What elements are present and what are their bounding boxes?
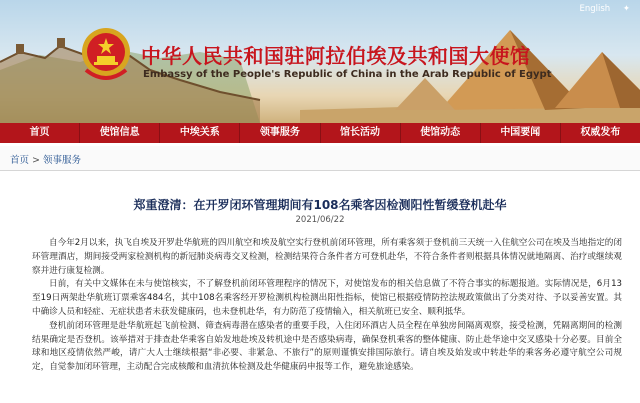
nav-item-relations[interactable]: 中埃关系 <box>160 123 240 143</box>
national-emblem-icon <box>80 24 132 84</box>
english-link[interactable]: English <box>579 4 611 14</box>
header-banner <box>0 0 640 123</box>
nav-item-ambassador[interactable]: 馆长活动 <box>321 123 401 143</box>
article-body <box>32 237 622 375</box>
world-icon[interactable]: ✦ <box>622 4 630 14</box>
article-paragraph: 日前，有关中文媒体在未与使馆核实，不了解登机前闭环管理程序的情况下，对使馆发布的相关信息做了不符合事实的标题报道。实际情况是，6月13至19日两架赴华航班订票乘客484名，其中108名乘客经开罗检测机构检测出阳性指标，使馆已根据疫情防控法规政策做出了分类对待、予以妥善安置。其中确诊人员和轻症、无症状患者未获发健康码，也未登机赴华，有力防范了疫情输入，相关航班已安全、顺利抵华。 <box>32 279 622 317</box>
site-title-cn: 中华人民共和国驻阿拉伯埃及共和国大使馆 <box>141 44 531 68</box>
breadcrumb-home[interactable]: 首页 <box>10 155 30 166</box>
nav-item-consular[interactable]: 领事服务 <box>240 123 320 143</box>
nav-item-china-news[interactable]: 中国要闻 <box>481 123 561 143</box>
site-title-en: Embassy of the People's Republic of China in the Arab Republic of Egypt <box>143 69 552 80</box>
breadcrumb-consular[interactable]: 领事服务 <box>42 155 81 166</box>
nav-item-embassy-info[interactable]: 使馆信息 <box>80 123 160 143</box>
article-date: 2021/06/22 <box>295 215 345 225</box>
article-paragraph: 登机前闭环管理是赴华航班起飞前检测、筛查病毒潜在感染者的重要手段，入住闭环酒店人员全程在单独房间隔离观察，接受检测，凭隔离期间的检测结果确定是否登机。该举措对于排查赴华乘客自始发地赴埃及转机途中是否感染病毒，确保登机乘客的整体健康、防止赴华途中交叉感染十分必要。目前全球和地区疫情依然严峻，请广大人士继续根据“非必要、非紧急、不旅行”的原则谨慎安排国际旅行。请自埃及始发或中转赴华的乘客务必遵守航空公司规定，自觉参加闭环管理，主动配合完成核酸和血清抗体检测及赴华健康码申报等工作，避免旅途感染。 <box>32 320 622 373</box>
main-nav <box>0 123 640 143</box>
article-paragraph: 自今年2月以来，执飞自埃及开罗赴华航班的四川航空和埃及航空实行登机前闭环管理，所有乘客须于登机前三天统一入住航空公司在埃及当地指定的闭环管理酒店，期间接受两家检测机构的新冠肺炎病毒交叉检测，检测结果符合条件者方可登机赴华，不符合条件者则根据具体情况就地隔离、治疗或继续观察并进行康复检测。 <box>32 238 622 276</box>
article-title: 郑重澄清：在开罗闭环管理期间有108名乘客因检测阳性暂缓登机赴华 <box>133 198 507 212</box>
nav-item-news[interactable]: 使馆动态 <box>401 123 481 143</box>
top-links <box>569 4 630 14</box>
breadcrumb-separator-icon: > <box>32 155 40 166</box>
nav-item-releases[interactable]: 权威发布 <box>580 127 621 138</box>
breadcrumb-bar <box>0 146 640 171</box>
nav-item-home[interactable]: 首页 <box>0 123 80 143</box>
breadcrumb <box>10 152 81 166</box>
